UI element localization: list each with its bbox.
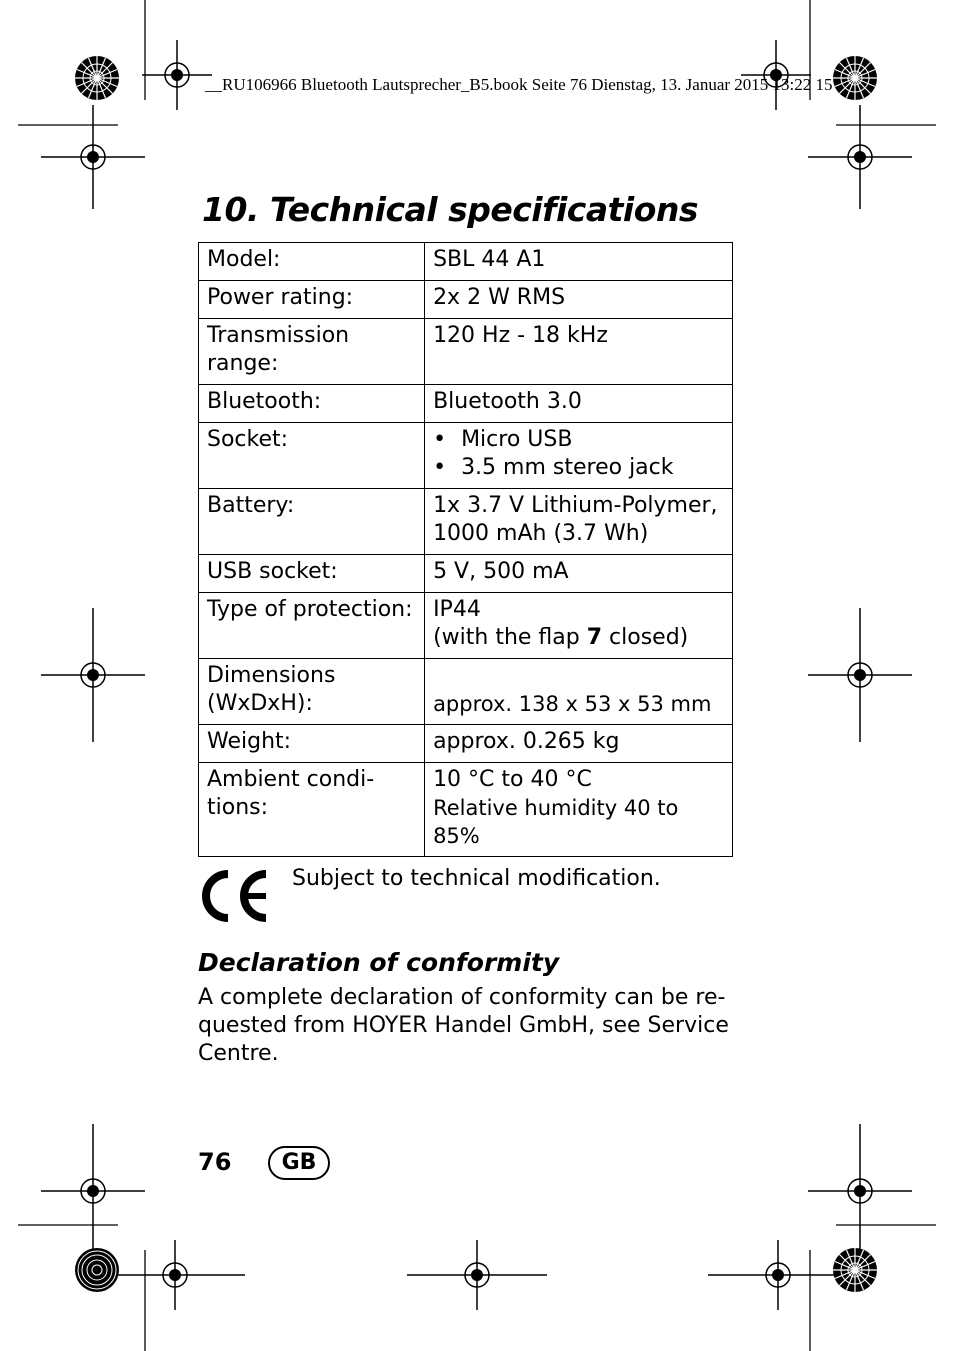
spec-value <box>425 489 733 555</box>
conformity-paragraph <box>198 984 758 1068</box>
spec-value-line: 1x 3.7 V Lithium-Polymer, <box>433 493 718 518</box>
spec-value-line: IP44 <box>433 597 481 622</box>
registration-mark-left-upper <box>41 105 145 209</box>
spec-label: Transmission range: <box>199 319 425 385</box>
registration-mark-top-left <box>142 40 212 110</box>
spec-label-line: tions: <box>207 795 269 820</box>
paragraph-line: A complete declaration of conformity can be re- <box>198 985 726 1010</box>
table-row <box>199 281 733 319</box>
list-item <box>433 426 724 454</box>
spec-label: Socket: <box>199 423 425 489</box>
spec-value-text: (with the flap <box>433 625 587 650</box>
table-row <box>199 423 733 489</box>
spec-value <box>425 593 733 659</box>
starburst-mark-bottom-left <box>73 1246 121 1294</box>
section-title-text: Technical specifications <box>269 190 699 229</box>
spec-value: 5 V, 500 mA <box>425 555 733 593</box>
table-row <box>199 555 733 593</box>
spec-value <box>425 763 733 857</box>
spec-value-line: Relative humidity 40 to 85% <box>433 796 679 848</box>
starburst-mark-top-left <box>73 54 121 102</box>
paragraph-line: Centre. <box>198 1041 279 1066</box>
bullet-icon: • <box>433 455 447 480</box>
spec-value-line <box>433 624 724 652</box>
spec-value: approx. 0.265 kg <box>425 725 733 763</box>
spec-label: Power rating: <box>199 281 425 319</box>
table-row <box>199 725 733 763</box>
list-item <box>433 454 724 482</box>
spec-value-text: closed) <box>602 625 689 650</box>
starburst-mark-top-right <box>831 54 879 102</box>
registration-mark-right-lower <box>808 1124 912 1258</box>
table-row <box>199 659 733 725</box>
table-row <box>199 593 733 659</box>
spec-value: SBL 44 A1 <box>425 243 733 281</box>
spec-value-line: 10 °C to 40 °C <box>433 767 592 792</box>
spec-value: approx. 138 x 53 x 53 mm <box>425 659 733 725</box>
registration-mark-right-middle <box>808 608 912 742</box>
registration-mark-right-upper <box>808 105 912 209</box>
starburst-mark-bottom-right <box>831 1246 879 1294</box>
spec-label: Type of protection: <box>199 593 425 659</box>
table-row <box>199 763 733 857</box>
table-row <box>199 243 733 281</box>
section-number: 10. <box>202 190 259 229</box>
spec-label-line: (WxDxH): <box>207 691 313 716</box>
spec-value-line: 1000 mAh (3.7 Wh) <box>433 521 649 546</box>
part-number-reference: 7 <box>586 625 603 650</box>
spec-label-line: Dimensions <box>207 663 336 688</box>
spec-value-list <box>425 423 733 489</box>
table-row <box>199 489 733 555</box>
print-slug-line: __RU106966 Bluetooth Lautsprecher_B5.book Seite 76 Dienstag, 13. Januar 2015 13:22 15 <box>205 75 833 94</box>
ce-mark-icon <box>198 868 274 924</box>
language-badge: GB <box>268 1146 330 1180</box>
spec-label: USB socket: <box>199 555 425 593</box>
spec-label <box>199 659 425 725</box>
spec-label-line: Ambient condi- <box>207 767 375 792</box>
spec-label: Weight: <box>199 725 425 763</box>
registration-mark-bottom-right <box>708 1240 848 1310</box>
spec-value: 2x 2 W RMS <box>425 281 733 319</box>
spec-value: 120 Hz - 18 kHz <box>425 319 733 385</box>
spec-label <box>199 763 425 857</box>
list-item-text: Micro USB <box>461 427 573 452</box>
paragraph-line: quested from HOYER Handel GmbH, see Service <box>198 1013 729 1038</box>
section-title <box>202 190 698 229</box>
registration-mark-left-middle <box>41 608 145 742</box>
spec-label: Battery: <box>199 489 425 555</box>
conformity-heading: Declaration of conformity <box>198 948 560 977</box>
bullet-icon: • <box>433 427 447 452</box>
list-item-text: 3.5 mm stereo jack <box>461 455 674 480</box>
table-row <box>199 319 733 385</box>
registration-mark-bottom-left <box>105 1240 245 1310</box>
registration-mark-bottom-center <box>407 1240 547 1310</box>
spec-value: Bluetooth 3.0 <box>425 385 733 423</box>
specifications-table <box>198 242 733 857</box>
spec-label: Model: <box>199 243 425 281</box>
registration-mark-left-lower <box>41 1124 145 1258</box>
spec-label: Bluetooth: <box>199 385 425 423</box>
table-row <box>199 385 733 423</box>
page-number: 76 <box>198 1148 232 1176</box>
technical-modification-note: Subject to technical modification. <box>292 866 661 891</box>
